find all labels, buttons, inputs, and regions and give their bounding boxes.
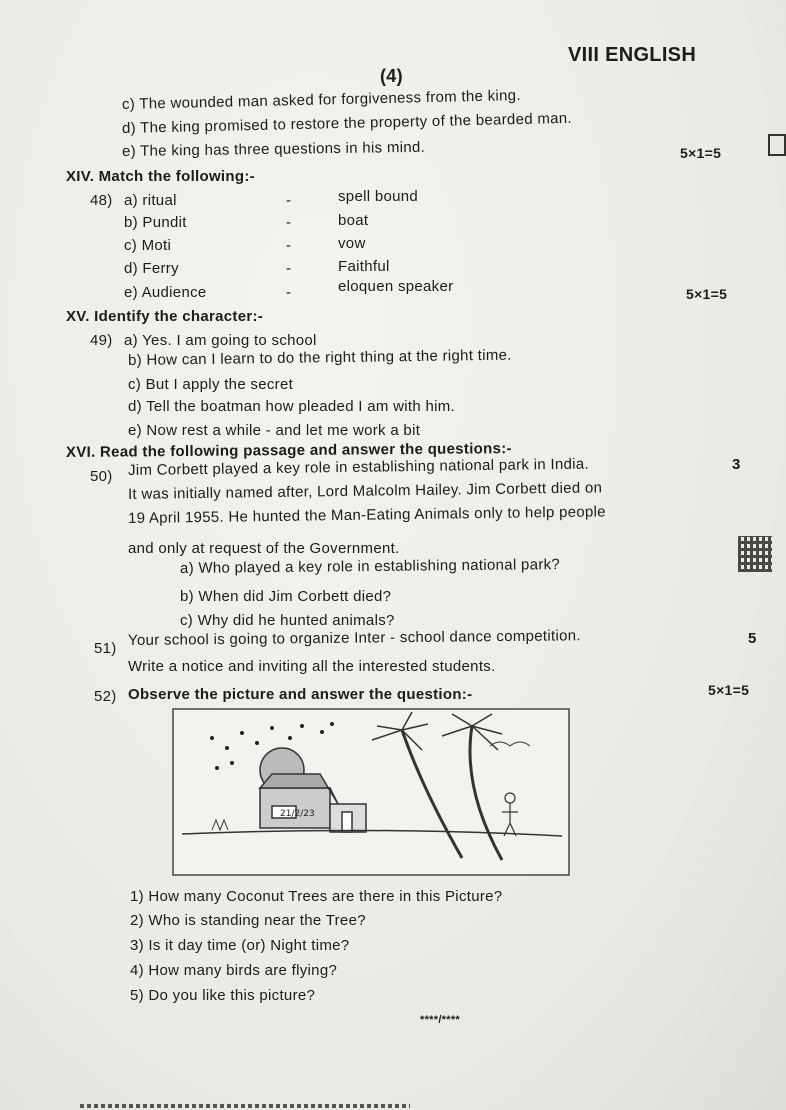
match-left-b: b) Pundit: [124, 214, 187, 231]
character-item-a: a) Yes. I am going to school: [124, 332, 317, 349]
option-c: c) The wounded man asked for forgiveness from the king.: [121, 86, 522, 113]
question-52-marks: 5×1=5: [708, 682, 750, 698]
option-e: e) The king has three questions in his mind.: [121, 138, 426, 160]
match-separator: -: [286, 284, 292, 301]
question-52-title: Observe the picture and answer the question:-: [128, 686, 473, 703]
character-item-b: b) How can I learn to do the right thing at the right time.: [127, 346, 512, 369]
match-left-e: e) Audience: [124, 284, 207, 301]
match-separator: -: [286, 192, 292, 209]
section-xv-title: XV. Identify the character:-: [66, 308, 264, 325]
character-item-c: c) But I apply the secret: [128, 376, 294, 393]
qr-code: [738, 536, 772, 572]
passage-question-b: b) When did Jim Corbett died?: [180, 588, 392, 605]
passage-line-4: and only at request of the Government.: [128, 540, 400, 557]
passage-line-1: Jim Corbett played a key role in establishing national park in India.: [127, 455, 590, 479]
question-51-number: 51): [94, 640, 117, 657]
match-right-c: vow: [338, 235, 366, 252]
picture-question-2: 2) Who is standing near the Tree?: [130, 912, 366, 929]
question-49-number: 49): [90, 332, 113, 349]
question-52-number: 52): [94, 688, 117, 705]
question-48-number: 48): [90, 192, 113, 209]
question-51-line-1: Your school is going to organize Inter - school dance competition.: [127, 627, 581, 649]
picture-question-3: 3) Is it day time (or) Night time?: [130, 937, 350, 954]
corner-box: [768, 134, 786, 156]
match-right-b: boat: [338, 212, 369, 229]
match-separator: -: [286, 260, 292, 277]
section-xvi-title: XVI. Read the following passage and answer the questions:-: [65, 440, 512, 461]
passage-line-2: It was initially named after, Lord Malcolm Hailey. Jim Corbett died on: [127, 479, 603, 503]
question-50-marks: 3: [732, 456, 741, 473]
match-left-a: a) ritual: [124, 192, 177, 209]
passage-question-a: a) Who played a key role in establishing national park?: [179, 556, 561, 577]
house-label: 21/2/23: [280, 809, 315, 819]
character-item-d: d) Tell the boatman how pleaded I am with him.: [128, 398, 456, 415]
character-item-e: e) Now rest a while - and let me work a bit: [128, 422, 421, 439]
match-left-d: d) Ferry: [124, 260, 179, 277]
question-50-number: 50): [90, 468, 113, 485]
picture-question-5: 5) Do you like this picture?: [130, 987, 316, 1004]
option-d: d) The king promised to restore the property of the bearded man.: [121, 109, 573, 137]
section-xiv-marks: 5×1=5: [686, 286, 728, 302]
question-51-marks: 5: [748, 630, 757, 647]
match-right-a: spell bound: [338, 188, 419, 205]
picture-question-4: 4) How many birds are flying?: [130, 962, 338, 979]
question-picture: [172, 708, 570, 876]
section-xiv-title: XIV. Match the following:-: [66, 168, 255, 185]
bottom-dotted-rule: [80, 1104, 410, 1108]
match-separator: -: [286, 214, 292, 231]
match-separator: -: [286, 237, 292, 254]
match-right-e: eloquen speaker: [338, 278, 454, 295]
page-number: (4): [380, 66, 403, 86]
question-51-line-2: Write a notice and inviting all the interested students.: [128, 658, 496, 675]
marks-label: 5×1=5: [680, 145, 722, 161]
picture-question-1: 1) How many Coconut Trees are there in this Picture?: [130, 888, 503, 905]
match-left-c: c) Moti: [124, 237, 172, 254]
match-right-d: Faithful: [338, 258, 390, 275]
subject-title: VIII ENGLISH: [568, 44, 697, 66]
passage-question-c: c) Why did he hunted animals?: [180, 612, 395, 629]
end-mark: ****/****: [420, 1014, 461, 1026]
passage-line-3: 19 April 1955. He hunted the Man-Eating Animals only to help people: [127, 503, 606, 527]
